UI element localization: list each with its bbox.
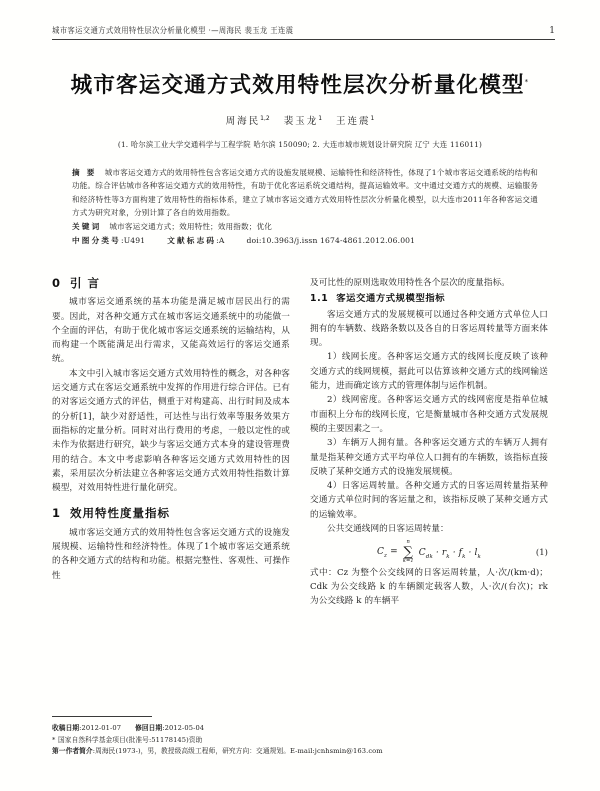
section-heading-intro — [52, 276, 290, 290]
abstract-text: 城市客运交通方式的效用特性包含客运交通方式的设施发展规模、运输特性和经济特性，体现了1个城市客运交通系统的结构和功能。综合评估城市各种客运交通方式的效用特性，有助于优化客运系统交通结构，提高运输效率。文中通过交通方式的规模、运输服务和经济特性等3方面构建了效用特性的指标体系，建立了城市客运交通方式效用特性层次分析量化模型，以大连市2011年各种客运交通方式为研究对象，分别计算了各自的效用指数。 — [72, 168, 538, 217]
author-name: 周海民 — [225, 116, 261, 127]
footnote-author-bio: 第一作者简介:周海民(1973-)，男，教授级高级工程师，研究方向：交通规划。E-mail:jcnhsmin@163.com — [52, 747, 383, 756]
subsection-number: 1.1 — [310, 293, 329, 305]
running-head — [52, 22, 555, 36]
subsection-title: 客运交通方式规模型指标 — [336, 293, 446, 305]
classification-line: 中图分类号:U491 文献标志码:A doi:10.3963/j.issn 1674-4861.2012.06.001 — [72, 235, 416, 245]
author-bio-label: 第一作者简介 — [52, 747, 93, 756]
revised-date-value: 2012-05-04 — [164, 724, 205, 732]
footnote-block — [52, 723, 552, 758]
footnote-funding — [52, 735, 552, 747]
doi-label: doi — [246, 235, 259, 245]
abstract — [72, 166, 538, 219]
equation-description: 式中：Cz 为整个公交线网的日客运周转量，人·次/(km·d)；Cdk 为公交线路 k 的车辆额定载客人数，人·次/(台次)；rk 为公交线路 k 的车辆平 — [310, 567, 548, 607]
summation-symbol: n ∑ k=1 — [402, 539, 414, 564]
author-name: 裴玉龙 — [283, 116, 319, 127]
funding-marker: * — [52, 735, 56, 744]
affiliation: (1. 哈尔滨工业大学交通科学与工程学院 哈尔滨 150090; 2. 大连市城市规划设计研究院 辽宁 大连 116011) — [117, 140, 483, 149]
paragraph: 城市客运交通方式的效用特性包含客运交通方式的设施发展规模、运输特性和经济特性。体现了1个城市客运交通系统的各种交通方式的结构和功能。根据完整性、客观性、可操作性 — [52, 527, 290, 581]
section-number: 0 — [52, 276, 62, 290]
header-rule — [52, 39, 555, 40]
abstract-label: 摘 要 — [72, 168, 97, 177]
paragraph: 公共交通线网的日客运周转量： — [327, 524, 449, 535]
equation-equals: = — [390, 547, 398, 558]
sum-upper-limit: n — [406, 539, 410, 546]
list-item: 2）线网密度。各种客运交通方式的线网密度是指单位城市面积上分布的线网长度，它是衡量城市各种交通方式发展规模的主要因素之一。 — [310, 395, 548, 434]
sum-lower-limit: k=1 — [402, 557, 414, 564]
author-affil-marker: 1 — [370, 114, 375, 122]
paragraph: 本文中引入城市客运交通方式效用特性的概念，对各种客运交通方式在客运交通系统中发挥的作用进行综合评估。已有的对客运交通方式的评估，侧重于对构建高、出行时间及成本的分析[1]，缺少对舒适性，可达性与出行效率等服务效果方面指标的定量分析。同时对出行费用的考虑，一般以定性的或未作为依据进行研究，缺少与客运交通方式本身的建设管理费用的结合。本文中考虑影响各种客运交通方式效用特性的因素，采用层次分析法建立各种客运交通方式效用特性指数计算模型，对效用特性进行量化研究。 — [52, 368, 290, 494]
author-bio-text: 周海民(1973-)，男，教授级高级工程师，研究方向：交通规划。E-mail:jcnhsmin@163.com — [95, 747, 383, 756]
document-code-label: 文献标志码 — [167, 235, 217, 245]
page-number: 1 — [549, 26, 555, 36]
author-list — [0, 113, 600, 127]
title-footnote-marker: * — [524, 77, 530, 86]
section-title: 效用特性度量指标 — [70, 506, 171, 521]
author-affil-marker: 1,2 — [260, 114, 270, 122]
equation-lhs: C — [377, 547, 385, 558]
funding-text: 国家自然科学基金项目(批准号:51178145)资助 — [58, 735, 203, 744]
section-heading-1 — [52, 506, 290, 520]
keywords — [72, 220, 538, 234]
page-title — [0, 68, 600, 99]
paragraph: 客运交通方式的发展规模可以通过各种交通方式单位人口拥有的车辆数、线路条数以及各自的日客运周转量等方面来体现。 — [310, 309, 548, 349]
list-item: 1）线网长度。各种客运交通方式的线网长度反映了该种交通方式的线网规模，据此可以估算该种交通方式的线网输送能力，进而确定该方式的管理体制与运作机制。 — [310, 352, 548, 392]
list-item: 3）车辆万人拥有量。各种客运交通方式的车辆万人拥有量是指某种交通方式平均单位人口拥有的车辆数，该指标直接反映了某种交通方式的设施发展规模。 — [310, 438, 548, 477]
equation-expression — [377, 540, 481, 563]
clc-label: 中图分类号 — [72, 235, 121, 245]
equation-1 — [310, 540, 548, 563]
footnote-dates: 收稿日期:2012-01-07 修回日期:2012-05-04 — [52, 724, 205, 732]
keywords-label: 关键词 — [72, 222, 102, 232]
footnote-rule — [52, 716, 152, 717]
paragraph-continued: 及可比性的原则选取效用特性各个层次的度量指标。 — [310, 278, 510, 288]
received-date-value: 2012-01-07 — [81, 724, 122, 732]
doi-value: 10.3963/j.issn 1674-4861.2012.06.001 — [261, 235, 416, 245]
equation-number: (1) — [535, 546, 548, 557]
author-affil-marker: 1 — [318, 114, 323, 122]
equation-terms: $C_{dk} \cdot r_k \cdot f_k \cdot l_k$ — [418, 547, 481, 560]
equation-lhs-subscript: z — [384, 553, 388, 560]
revised-date-label: 修回日期 — [135, 724, 163, 732]
section-title: 引 言 — [70, 276, 101, 290]
paragraph: 城市客运交通系统的基本功能是满足城市居民出行的需要。因此，对各种交通方式在城市客运交通系统中的功能做一个全面的评估，有助于优化城市客运交通系统的运输结构，从而构建一个既能满足出行需求，又能高效运行的客运交通系统。 — [52, 297, 290, 365]
subsection-heading-1-1 — [310, 292, 548, 306]
document-code-value: A — [218, 235, 225, 245]
running-head-text: 城市客运交通方式效用特性层次分析量化模型 ·—周海民 裴玉龙 王连震 — [52, 25, 294, 36]
section-number: 1 — [52, 506, 62, 521]
author-name: 王连震 — [336, 116, 371, 127]
body-column-left — [52, 276, 290, 583]
keywords-text: 城市客运交通方式；效用特性；效用指数；优化 — [109, 222, 273, 232]
body-column-right — [310, 276, 548, 609]
page-title-text: 城市客运交通方式效用特性层次分析量化模型 — [70, 73, 525, 98]
received-date-label: 收稿日期 — [52, 724, 80, 732]
clc-value: U491 — [123, 235, 146, 245]
abstract-block — [72, 166, 538, 247]
list-item: 4）日客运周转量。各种交通方式的日客运周转量指某种交通方式单位时间的客运量之和，该指标反映了某种交通方式的运输效率。 — [310, 481, 548, 520]
